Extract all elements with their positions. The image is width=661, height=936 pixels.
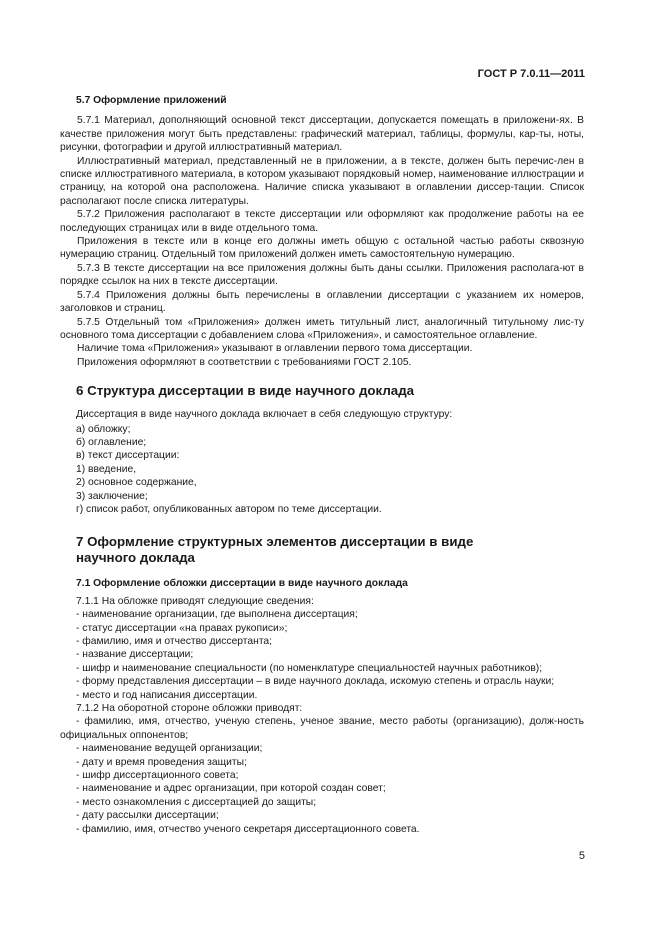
section-6-heading: 6 Структура диссертации в виде научного доклада (76, 383, 415, 399)
section-6-intro: Диссертация в виде научного доклада включает в себя следующую структуру: (76, 409, 453, 421)
section-5-7-heading: 5.7 Оформление приложений (76, 95, 227, 106)
paragraph: Наличие тома «Приложения» указывают в оглавлении первого тома диссертации. (77, 343, 473, 355)
paragraph: Иллюстративный материал, представленный не в приложении, а в тексте, должен быть перечис-лен в списке иллюстративного материала, в котором указывают порядковый номер, наименование иллюстрации и страницу, на которой она расположена. Наличие списка указывают в оглавлении диссер-тации. Список располагают после списка литературы. (60, 155, 584, 207)
paragraph: 5.7.3 В тексте диссертации на все приложения должны быть даны ссылки. Приложения располага-ют в порядке ссылок на них в тексте диссертации. (60, 262, 584, 288)
list-item: - место ознакомления с диссертацией до защиты; (76, 796, 317, 808)
document-code: ГОСТ Р 7.0.11—2011 (477, 68, 585, 80)
list-item: 1) введение, (76, 463, 137, 475)
paragraph: Приложения оформляют в соответствии с требованиями ГОСТ 2.105. (77, 356, 412, 368)
list-item: б) оглавление; (76, 436, 147, 448)
list-item: г) список работ, опубликованных автором по теме диссертации. (76, 503, 382, 515)
list-item: - наименование и адрес организации, при которой создан совет; (76, 783, 386, 795)
page-number: 5 (578, 850, 585, 862)
paragraph: 5.7.1 Материал, дополняющий основной текст диссертации, допускается помещать в приложени-ях. В качестве приложения могут быть представлены: графический материал, таблицы, формулы, кар-ты, ноты, рисунки, фотографии и другой иллюстративный материал. (60, 115, 584, 154)
section-7-heading (76, 534, 584, 566)
list-item: в) текст диссертации: (76, 450, 180, 462)
list-item: - шифр и наименование специальности (по номенклатуре специальностей научных работников); (76, 662, 543, 674)
list-item: - место и год написания диссертации. (76, 689, 258, 701)
list-item: - шифр диссертационного совета; (76, 770, 239, 782)
list-item: - дату и время проведения защиты; (76, 756, 247, 768)
paragraph: 5.7.4 Приложения должны быть перечислены в оглавлении диссертации с указанием их номеров, заголовков и страниц. (60, 289, 584, 315)
section-7-heading-line2: научного доклада (76, 550, 195, 566)
list-item: - дату рассылки диссертации; (76, 810, 219, 822)
list-item: 2) основное содержание, (76, 477, 197, 489)
list-item: - фамилию, имя и отчество диссертанта; (76, 636, 273, 647)
list-item: - фамилию, имя, отчество, ученую степень, ученое звание, место работы (организацию), долж-ность официальных оппонентов; (60, 716, 584, 741)
paragraph: 5.7.5 Отдельный том «Приложения» должен иметь титульный лист, аналогичный титульному лис-ту основного тома диссертации с добавлением слова «Приложения», и самостоятельное оглавление. (60, 316, 584, 341)
paragraph: 5.7.2 Приложения располагают в тексте диссертации или оформляют как продолжение работы на ее последующих страницах или в виде отдельного тома. (60, 209, 584, 234)
page-body (60, 94, 584, 836)
section-7-1-heading: 7.1 Оформление обложки диссертации в виде научного доклада (76, 578, 408, 590)
clause-7-1-2: 7.1.2 На оборотной стороне обложки приводят: (76, 703, 303, 715)
list-item: 3) заключение; (76, 490, 148, 502)
list-item: - наименование ведущей организации; (76, 743, 263, 755)
list-item: - статус диссертации «на правах рукописи»; (76, 622, 288, 634)
list-item: а) обложку; (76, 423, 131, 435)
list-item: - наименование организации, где выполнена диссертация; (76, 609, 358, 621)
section-7-heading-line1: 7 Оформление структурных элементов диссертации в виде (76, 534, 474, 550)
list-item: - форму представления диссертации – в виде научного доклада, искомую степень и отрасль науки; (76, 676, 555, 688)
paragraph: Приложения в тексте или в конце его должны иметь общую с остальной частью работы сквозную нумерацию страниц. Отдельный том приложений должен иметь самостоятельную нумерацию. (60, 236, 584, 261)
list-item: - фамилию, имя, отчество ученого секретаря диссертационного совета. (76, 823, 420, 835)
clause-7-1-1: 7.1.1 На обложке приводят следующие сведения: (76, 595, 314, 607)
list-item: - название диссертации; (76, 649, 194, 661)
